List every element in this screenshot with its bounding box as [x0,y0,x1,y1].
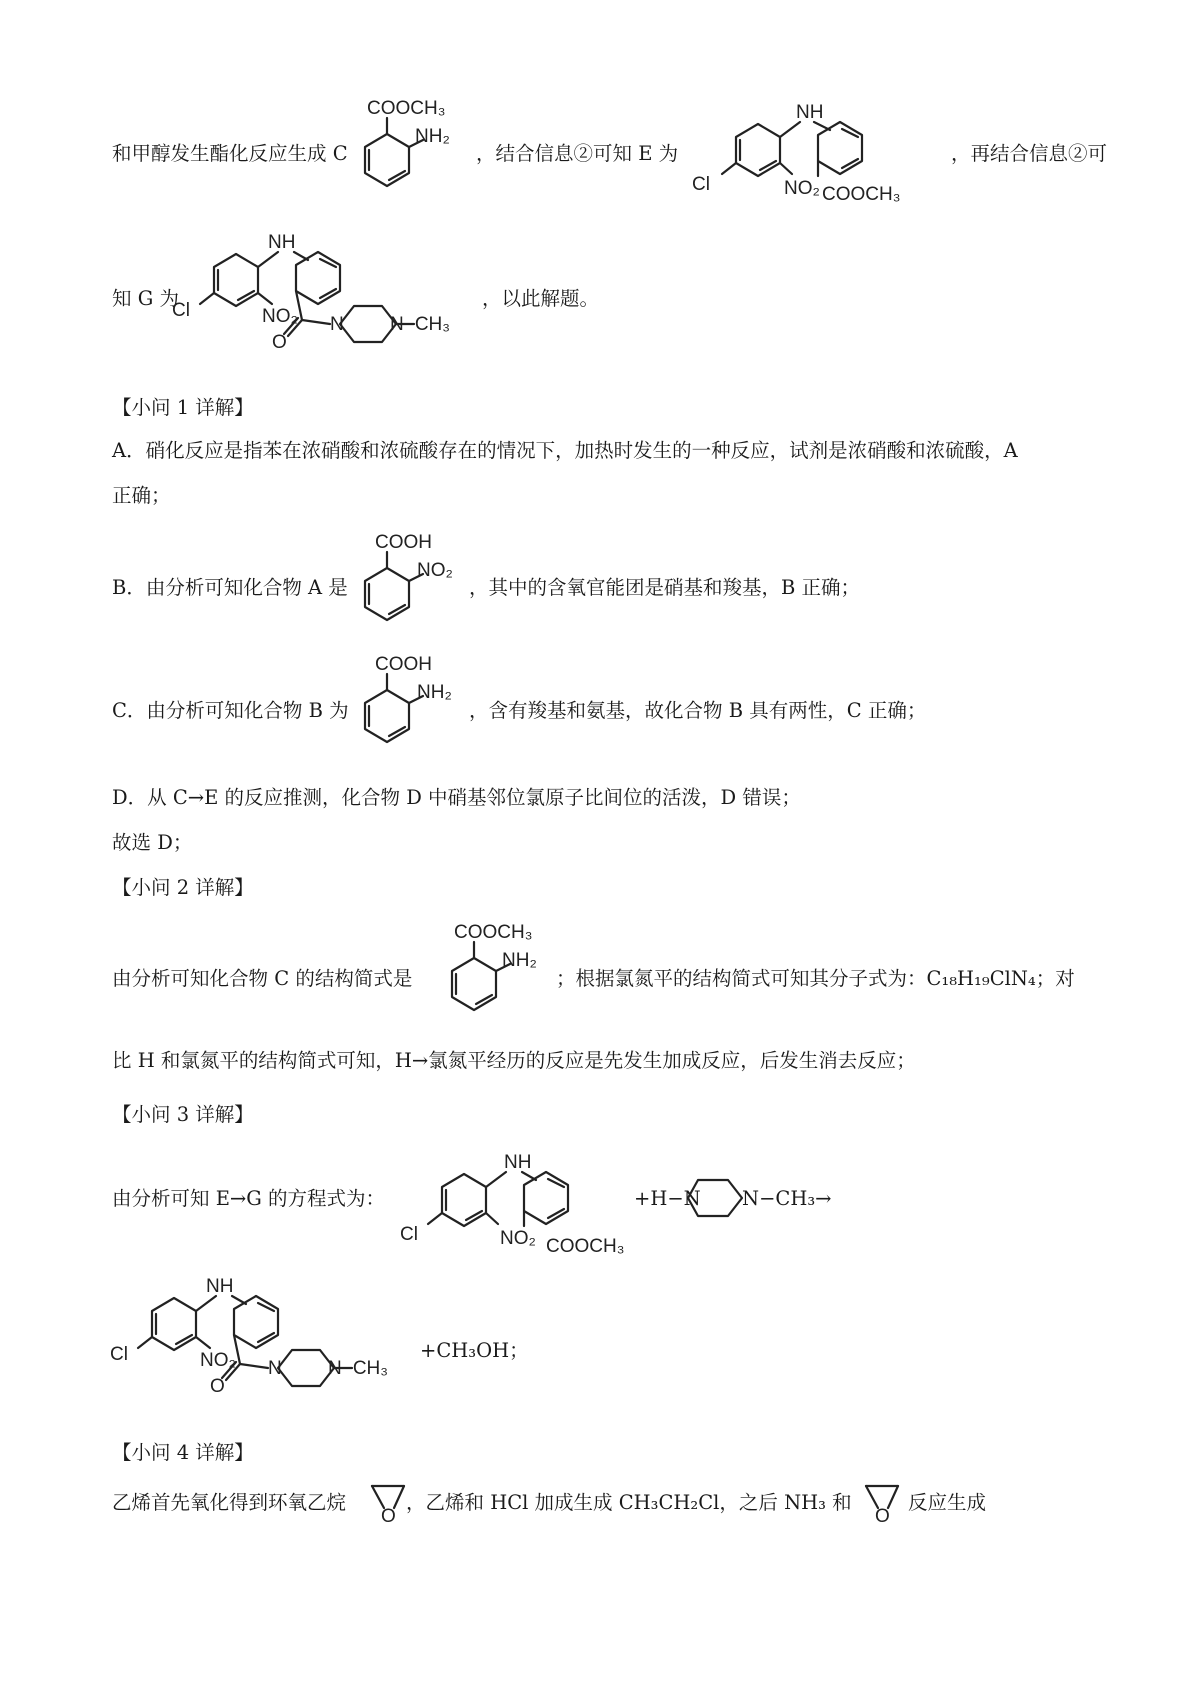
label-nh: NH [268,232,296,253]
text-line-1a: 和甲醇发生酯化反应生成 C [112,142,348,165]
answer-line: 故选 D； [112,831,193,854]
label-nh: NH [206,1276,234,1297]
structure-compound-g-product [112,1262,432,1412]
label-o: O [875,1506,890,1527]
label-cl: Cl [400,1224,418,1245]
epoxide-structure-1 [368,1480,408,1527]
label-cl: Cl [172,300,190,321]
label-o: O [272,332,287,353]
label-cooch3: COOCH₃ [822,184,901,205]
label-nh2: NH₂ [417,682,452,703]
label-no2: NO₂ [200,1350,236,1371]
heading-q4: 【小问 4 详解】 [112,1441,254,1464]
label-n: N [268,1358,282,1379]
label-cooch3: COOCH₃ [367,98,446,119]
label-o: O [210,1376,225,1397]
structure-compound-e-inline [692,92,932,207]
label-nh: NH [796,102,824,123]
label-nh: NH [504,1152,532,1173]
option-d-line: D．从 C→E 的反应推测，化合物 D 中硝基邻位氯原子比间位的活泼，D 错误； [112,786,801,809]
q2-text-c: 比 H 和氯氮平的结构简式可知，H→氯氮平经历的反应是先发生加成反应，后发生消去反应； [112,1049,916,1072]
label-cooh: COOH [375,532,432,553]
q3-plus-h-n: +H−N [634,1187,701,1210]
heading-q3: 【小问 3 详解】 [112,1103,254,1126]
label-no2: NO₂ [417,560,453,581]
option-c-a: C．由分析可知化合物 B 为 [112,699,349,722]
label-cooch3: COOCH₃ [454,922,533,943]
option-b-b: ，其中的含氧官能团是硝基和羧基，B 正确； [469,576,861,599]
label-o: O [381,1506,396,1527]
piperazine-ring [688,1168,748,1228]
label-n: N [330,314,344,335]
text-line-2b: ，以此解题。 [482,287,600,310]
q3-text-a: 由分析可知 E→G 的方程式为： [112,1187,386,1210]
q2-text-b: ；根据氯氮平的结构简式可知其分子式为：C₁₈H₁₉ClN₄；对 [556,967,1075,990]
q2-text-a: 由分析可知化合物 C 的结构简式是 [112,967,413,990]
label-no2: NO₂ [784,178,820,199]
q3-methanol: +CH₃OH； [420,1339,529,1362]
structure-compound-c-inline [345,96,465,206]
epoxide-structure-2 [862,1480,902,1527]
structure-compound-g [172,224,498,364]
structure-compound-e [398,1142,648,1262]
label-n-ch3: N−CH₃ [328,1358,388,1379]
label-nh2: NH₂ [502,950,537,971]
heading-q2: 【小问 2 详解】 [112,876,254,899]
structure-compound-b [345,652,465,762]
option-a-line-2: 正确； [112,484,171,507]
label-n-ch3: N−CH₃ [390,314,450,335]
label-nh2: NH₂ [415,126,450,147]
q4-text-c: 反应生成 [908,1491,987,1514]
heading-q1: 【小问 1 详解】 [112,396,254,419]
q4-text-b: ，乙烯和 HCl 加成生成 CH₃CH₂Cl，之后 NH₃ 和 [406,1491,852,1514]
text-line-1c: ，再结合信息②可 [951,142,1108,165]
structure-compound-a [345,530,465,640]
label-no2: NO₂ [262,306,298,327]
label-cooch3: COOCH₃ [546,1236,625,1257]
option-c-b: ，含有羧基和氨基，故化合物 B 具有两性，C 正确； [469,699,927,722]
label-cl: Cl [692,174,710,195]
q4-text-a: 乙烯首先氧化得到环氧乙烷 [112,1491,347,1514]
option-a-line-1: A．硝化反应是指苯在浓硝酸和浓硫酸存在的情况下，加热时发生的一种反应，试剂是浓硝酸和浓硫酸，A [112,439,1018,462]
label-cl: Cl [110,1344,128,1365]
q3-n-ch3: N−CH₃→ [742,1187,832,1210]
label-cooh: COOH [375,654,432,675]
option-b-a: B．由分析可知化合物 A 是 [112,576,348,599]
text-line-1b: ，结合信息②可知 E 为 [476,142,679,165]
label-no2: NO₂ [500,1228,536,1249]
text-line-2a: 知 G 为 [112,287,179,310]
structure-compound-c [432,920,552,1030]
